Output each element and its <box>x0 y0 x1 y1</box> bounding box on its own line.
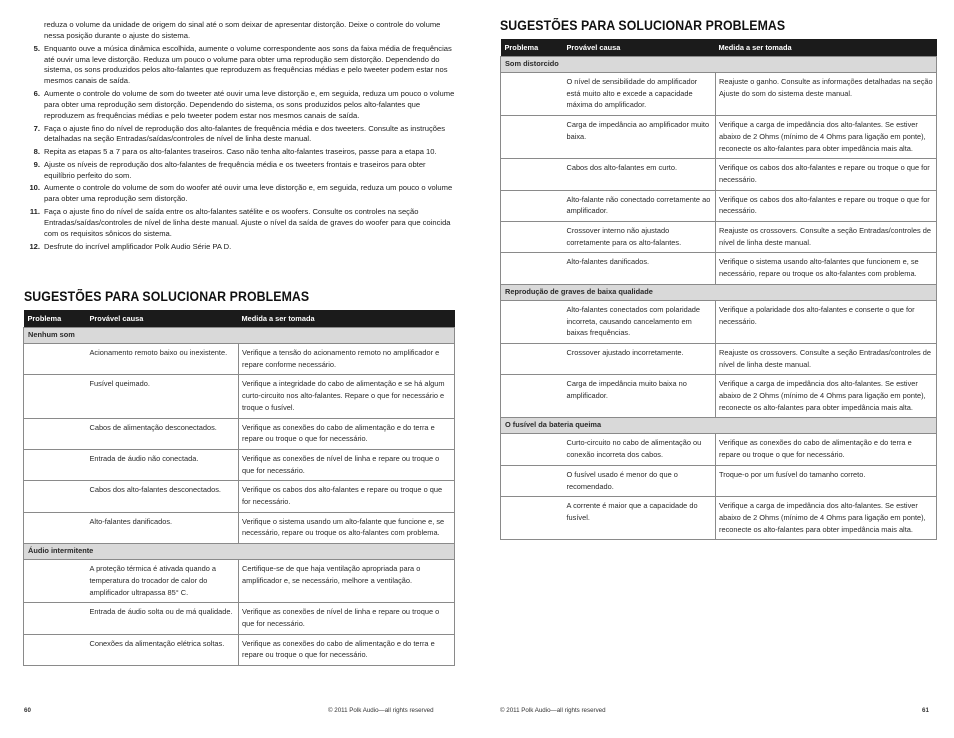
cause-cell: Cabos dos alto-falantes em curto. <box>564 159 716 190</box>
setup-steps-list <box>28 20 456 254</box>
cause-cell: Carga de impedância ao amplificador muito baixa. <box>564 116 716 159</box>
action-cell: Verifique os cabos dos alto-falantes e repare ou troque o que for necessário. <box>239 481 455 512</box>
table-row <box>501 253 937 284</box>
step-item <box>28 89 456 122</box>
table-header-row <box>501 39 937 57</box>
action-cell: Verifique as conexões de nível de linha e repare ou troque o que for necessário. <box>239 449 455 480</box>
troubleshooting-table <box>500 39 937 540</box>
table-row <box>24 449 455 480</box>
page-number: 60 <box>24 707 31 714</box>
step-text: Aumente o controle do volume de som do tweeter até ouvir uma leve distorção e, em seguida, reduza um pouco o volume para obter uma reprodução sem distorção. Dependendo do sistema, os sons produzidos pelos alto-falantes que reproduzem as frequências médias e pelo tweeter podem estar nos mesmos canais de saída. <box>44 89 455 120</box>
step-text: Ajuste os níveis de reprodução dos alto-falantes de frequência média e os tweeters frontais e traseiros para obter equilíbrio perfeito do som. <box>44 159 426 180</box>
cause-cell: Crossover ajustado incorretamente. <box>564 343 716 374</box>
table-header-row <box>24 310 455 328</box>
column-header-problem: Problema <box>501 39 564 57</box>
action-cell: Verifique a integridade do cabo de alimentação e se há algum curto-circuito nos alto-falantes. Repare o que for necessário e troque o fusível. <box>239 375 455 418</box>
step-number: 9. <box>33 159 40 169</box>
page-number: 61 <box>922 707 929 714</box>
cause-cell: Alto-falantes danificados. <box>87 512 239 543</box>
table-row <box>501 497 937 540</box>
cause-cell: O fusível usado é menor do que o recomendado. <box>564 465 716 496</box>
step-number: 11. <box>29 207 40 217</box>
action-cell: Verifique a polaridade dos alto-falantes e conserte o que for necessário. <box>716 300 937 343</box>
action-cell: Verifique a carga de impedância dos alto-falantes. Se estiver abaixo de 2 Ohms (mínimo de 4 Ohms para ligação em ponte), reconecte os alto-falantes para obter impedância mais alta. <box>716 116 937 159</box>
step-text: Aumente o controle do volume de som do woofer até ouvir uma leve distorção e, em seguida, reduza um pouco o volume para obter uma reprodução sem distorção. <box>44 183 453 204</box>
step-text: Faça o ajuste fino do nível de saída entre os alto-falantes satélite e os woofers. Consulte os controles na seção Entradas/saídas/controles de nível de linha deste manual. Ajuste o nível da saída de graves do woofer para que coincida com os requisitos sônicos do sistema. <box>44 207 451 238</box>
column-header-cause: Provável causa <box>87 310 239 328</box>
action-cell: Verifique a carga de impedância dos alto-falantes. Se estiver abaixo de 2 Ohms (mínimo de 4 Ohms para ligação em ponte), reconecte os alto-falantes para obter impedância mais alta. <box>716 497 937 540</box>
table-row <box>501 434 937 465</box>
cause-cell: A proteção térmica é ativada quando a temperatura do trocador de calor do amplificador ultrapassa 85° C. <box>87 560 239 603</box>
table-row <box>24 603 455 634</box>
category-label: Áudio intermitente <box>24 544 455 560</box>
action-cell: Verifique os cabos dos alto-falantes e repare ou troque o que for necessário. <box>716 159 937 190</box>
cause-cell: Alto-falantes conectados com polaridade incorreta, causando cancelamento em baixas frequências. <box>564 300 716 343</box>
table-row <box>24 344 455 375</box>
action-cell: Verifique os cabos dos alto-falantes e repare ou troque o que for necessário. <box>716 190 937 221</box>
action-cell: Verifique a tensão do acionamento remoto no amplificador e repare conforme necessário. <box>239 344 455 375</box>
action-cell: Verifique a carga de impedância dos alto-falantes. Se estiver abaixo de 2 Ohms (mínimo de 4 Ohms para ligação em ponte), reconecte os alto-falantes para obter impedância mais alta. <box>716 375 937 418</box>
step-text: Repita as etapas 5 a 7 para os alto-falantes traseiros. Caso não tenha alto-falantes traseiros, passe para a etapa 10. <box>44 147 437 157</box>
cause-cell: Cabos dos alto-falantes desconectados. <box>87 481 239 512</box>
column-header-action: Medida a ser tomada <box>716 39 937 57</box>
action-cell: Certifique-se de que haja ventilação apropriada para o amplificador e, se necessário, melhore a ventilação. <box>239 560 455 603</box>
table-row <box>501 300 937 343</box>
section-heading: SUGESTÕES PARA SOLUCIONAR PROBLEMAS <box>24 289 310 304</box>
step-text: Enquanto ouve a música dinâmica escolhida, aumente o volume correspondente aos sons da faixa média de frequências até ouvir uma leve distorção. Reduza um pouco o volume para obter uma reprodução sem distorção. Dependendo do sistema, os sons produzidos pelos alto-falantes que reproduzem as frequências médias e pelo tweeter podem estar nos mesmos canais de saída. <box>44 43 452 86</box>
right-page <box>477 0 954 738</box>
category-label: Nenhum som <box>24 328 455 344</box>
category-label: O fusível da bateria queima <box>501 418 937 434</box>
column-header-problem: Problema <box>24 310 87 328</box>
cause-cell: Cabos de alimentação desconectados. <box>87 418 239 449</box>
table-row <box>24 560 455 603</box>
action-cell: Reajuste o ganho. Consulte as informações detalhadas na seção Ajuste do som do sistema deste manual. <box>716 73 937 116</box>
category-row <box>24 328 455 344</box>
cause-cell: O nível de sensibilidade do amplificador está muito alto e excede a capacidade máxima do amplificador. <box>564 73 716 116</box>
table-row <box>501 222 937 253</box>
cause-cell: Entrada de áudio solta ou de má qualidade. <box>87 603 239 634</box>
cause-cell: Alto-falante não conectado corretamente ao amplificador. <box>564 190 716 221</box>
step-number: 7. <box>33 123 40 133</box>
step-item <box>28 207 456 240</box>
column-header-action: Medida a ser tomada <box>239 310 455 328</box>
table-row <box>501 343 937 374</box>
action-cell: Reajuste os crossovers. Consulte a seção Entradas/controles de nível de linha deste manual. <box>716 343 937 374</box>
action-cell: Troque-o por um fusível do tamanho correto. <box>716 465 937 496</box>
step-number: 6. <box>33 89 40 99</box>
section-heading: SUGESTÕES PARA SOLUCIONAR PROBLEMAS <box>500 18 786 33</box>
copyright-text: © 2011 Polk Audio—all rights reserved <box>500 707 606 714</box>
action-cell: Verifique as conexões do cabo de alimentação e do terra e repare ou troque o que for necessário. <box>239 634 455 665</box>
table-row <box>501 159 937 190</box>
step-item <box>28 44 456 88</box>
table-row <box>24 418 455 449</box>
step-item <box>28 147 456 158</box>
copyright-text: © 2011 Polk Audio—all rights reserved <box>328 707 434 714</box>
step-text: Faça o ajuste fino do nível de reprodução dos alto-falantes de frequência média e dos tweeters. Consulte as instruções detalhadas na seção Entradas/saídas/controles de nível de linha deste manual. <box>44 123 446 144</box>
action-cell: Reajuste os crossovers. Consulte a seção Entradas/controles de nível de linha deste manual. <box>716 222 937 253</box>
step-text: reduza o volume da unidade de origem do sinal até o som deixar de apresentar distorção. Deixe o controle do volume nessa posição durante o ajuste do sistema. <box>44 20 441 40</box>
column-header-cause: Provável causa <box>564 39 716 57</box>
table-row <box>501 375 937 418</box>
action-cell: Verifique as conexões de nível de linha e repare ou troque o que for necessário. <box>239 603 455 634</box>
cause-cell: Alto-falantes danificados. <box>564 253 716 284</box>
cause-cell: Curto-circuito no cabo de alimentação ou conexão incorreta dos cabos. <box>564 434 716 465</box>
cause-cell: Conexões da alimentação elétrica soltas. <box>87 634 239 665</box>
table-row <box>501 73 937 116</box>
cause-cell: Acionamento remoto baixo ou inexistente. <box>87 344 239 375</box>
table-row <box>501 116 937 159</box>
cause-cell: Carga de impedância muito baixa no amplificador. <box>564 375 716 418</box>
cause-cell: Entrada de áudio não conectada. <box>87 449 239 480</box>
step-item <box>28 20 456 42</box>
table-row <box>24 481 455 512</box>
category-row <box>501 418 937 434</box>
table-row <box>24 375 455 418</box>
action-cell: Verifique o sistema usando um alto-falante que funcione e, se necessário, repare ou troque os alto-falantes com problema. <box>239 512 455 543</box>
step-number: 8. <box>33 147 40 157</box>
troubleshooting-table <box>23 310 455 666</box>
category-label: Reprodução de graves de baixa qualidade <box>501 284 937 300</box>
category-row <box>501 57 937 73</box>
table-row <box>501 465 937 496</box>
table-row <box>501 190 937 221</box>
action-cell: Verifique as conexões do cabo de alimentação e do terra e repare ou troque o que for necessário. <box>239 418 455 449</box>
table-row <box>24 634 455 665</box>
step-item <box>28 183 456 205</box>
category-row <box>501 284 937 300</box>
category-label: Som distorcido <box>501 57 937 73</box>
step-number: 10. <box>29 183 40 193</box>
action-cell: Verifique o sistema usando alto-falantes que funcionem e, se necessário, repare ou troque os alto-falantes com problema. <box>716 253 937 284</box>
step-text: Desfrute do incrível amplificador Polk Audio Série PA D. <box>44 241 232 251</box>
step-item <box>28 160 456 182</box>
cause-cell: A corrente é maior que a capacidade do fusível. <box>564 497 716 540</box>
step-number: 5. <box>33 43 40 53</box>
cause-cell: Crossover interno não ajustado corretamente para os alto-falantes. <box>564 222 716 253</box>
action-cell: Verifique as conexões do cabo de alimentação e do terra e repare ou troque o que for necessário. <box>716 434 937 465</box>
step-item <box>28 242 456 253</box>
step-number: 12. <box>29 241 40 251</box>
cause-cell: Fusível queimado. <box>87 375 239 418</box>
step-item <box>28 124 456 146</box>
category-row <box>24 544 455 560</box>
table-row <box>24 512 455 543</box>
